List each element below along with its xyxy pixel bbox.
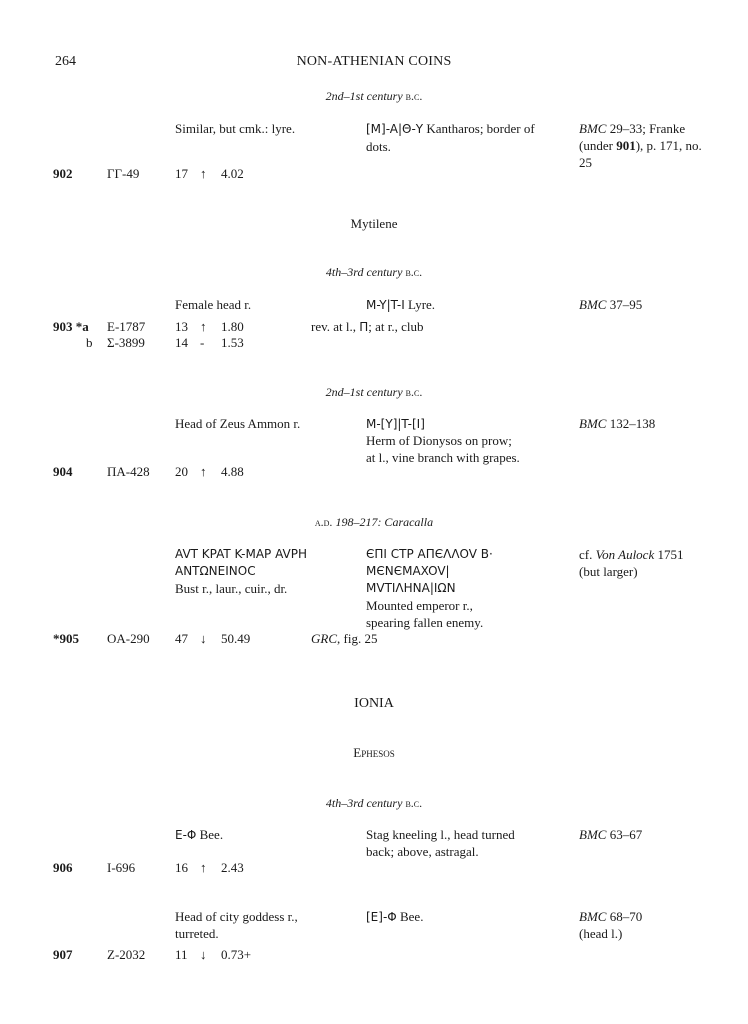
- region-heading: IONIA: [354, 696, 394, 711]
- obverse-description: Similar, but cmk.: lyre.: [175, 121, 296, 136]
- inventory-number: OA-290: [107, 631, 150, 646]
- reverse-description: back; above, astragal.: [366, 844, 479, 859]
- inventory-number: Z-2032: [107, 947, 146, 962]
- coin-size: 11: [175, 947, 188, 962]
- catalog-number: 907: [53, 947, 73, 962]
- variant-letter: b: [86, 335, 93, 350]
- figure-reference: GRC, fig. 25: [311, 631, 378, 646]
- reverse-legend: MЄNЄMAXOV|: [366, 564, 450, 578]
- die-axis-icon: ↓: [200, 631, 207, 646]
- obverse-description: Head of city goddess r.,: [175, 909, 298, 924]
- period-heading: 4th–3rd century b.c.: [325, 265, 423, 279]
- die-axis-icon: ↑: [200, 319, 207, 334]
- obverse-legend: ANTΩNEINOC: [175, 564, 256, 578]
- coin-weight: 4.88: [221, 464, 244, 479]
- reverse-legend: MVTIΛHNA|IΩN: [366, 581, 456, 595]
- die-axis-icon: ↓: [200, 947, 207, 962]
- inventory-number: E-1787: [107, 319, 146, 334]
- reference: BMC 68–70: [579, 909, 643, 924]
- period-heading: 2nd–1st century b.c.: [325, 89, 423, 103]
- reference: (head l.): [579, 926, 623, 941]
- reverse-description: Mounted emperor r.,: [366, 598, 473, 613]
- catalog-number: 902: [53, 166, 73, 181]
- obverse-description: Bust r., laur., cuir., dr.: [175, 581, 288, 596]
- reference: BMC 132–138: [579, 416, 656, 431]
- coin-weight: 0.73+: [221, 947, 252, 962]
- coin-size: 47: [175, 631, 188, 646]
- reverse-description: M-Y|T-I Lyre.: [366, 297, 436, 312]
- reverse-description: at l., vine branch with grapes.: [366, 450, 520, 465]
- coin-weight: 4.02: [221, 166, 244, 181]
- reference: cf. Von Aulock 1751: [579, 547, 684, 562]
- mint-heading: Ephesos: [353, 745, 395, 760]
- catalog-number: 906: [53, 860, 73, 875]
- mint-heading: Mytilene: [350, 216, 398, 231]
- die-axis-icon: ↑: [200, 860, 207, 875]
- reverse-legend: M-[Y]|T-[I]: [366, 417, 425, 431]
- monogram-icon: Π: [359, 320, 369, 334]
- coin-size: 20: [175, 464, 188, 479]
- coin-weight: 50.49: [221, 631, 251, 646]
- coin-weight: 1.53: [221, 335, 244, 350]
- coin-size: 14: [175, 335, 188, 350]
- variant-note: rev. at l., Π; at r., club: [311, 319, 424, 334]
- reverse-description: Stag kneeling l., head turned: [366, 827, 515, 842]
- period-heading: a.d. 198–217: Caracalla: [314, 515, 434, 529]
- period-heading: 4th–3rd century b.c.: [325, 796, 423, 810]
- running-title: NON-ATHENIAN COINS: [296, 54, 452, 69]
- obverse-description: Female head r.: [175, 297, 252, 312]
- die-axis-icon: ↑: [200, 464, 207, 479]
- catalog-number: 903 *a: [53, 319, 89, 334]
- reverse-description: Herm of Dionysos on prow;: [366, 433, 512, 448]
- inventory-number: I-696: [107, 860, 136, 875]
- reverse-legend: ЄΠΙ CTP AΠЄΛΛOV B·: [366, 547, 493, 561]
- reference: BMC 29–33; Franke (under 901), p. 171, no. 25: [579, 121, 702, 170]
- catalog-number: 904: [53, 464, 73, 479]
- page-number: 264: [55, 54, 76, 69]
- coin-size: 16: [175, 860, 188, 875]
- coin-weight: 1.80: [221, 319, 244, 334]
- inventory-number: ΠA-428: [107, 464, 150, 479]
- coin-size: 13: [175, 319, 188, 334]
- coin-weight: 2.43: [221, 860, 244, 875]
- inventory-number: ΓΓ-49: [107, 166, 140, 181]
- reverse-description: [M]-A|Θ-Y Kantharos; border of dots.: [366, 121, 535, 154]
- reference: (but larger): [579, 564, 638, 579]
- obverse-description: turreted.: [175, 926, 219, 941]
- reference: BMC 37–95: [579, 297, 643, 312]
- reverse-description: [E]-Φ Bee.: [366, 909, 424, 924]
- coin-size: 17: [175, 166, 188, 181]
- obverse-description: E-Φ Bee.: [175, 827, 224, 842]
- catalog-number: *905: [53, 631, 79, 646]
- die-axis-icon: ↑: [200, 166, 207, 181]
- reference: BMC 63–67: [579, 827, 643, 842]
- period-heading: 2nd–1st century b.c.: [325, 385, 423, 399]
- obverse-description: Head of Zeus Ammon r.: [175, 416, 301, 431]
- reverse-description: spearing fallen enemy.: [366, 615, 484, 630]
- die-axis-icon: -: [200, 335, 205, 350]
- inventory-number: Σ-3899: [107, 335, 145, 350]
- obverse-legend: AVT KPAT K-MAP AVPH: [175, 547, 308, 561]
